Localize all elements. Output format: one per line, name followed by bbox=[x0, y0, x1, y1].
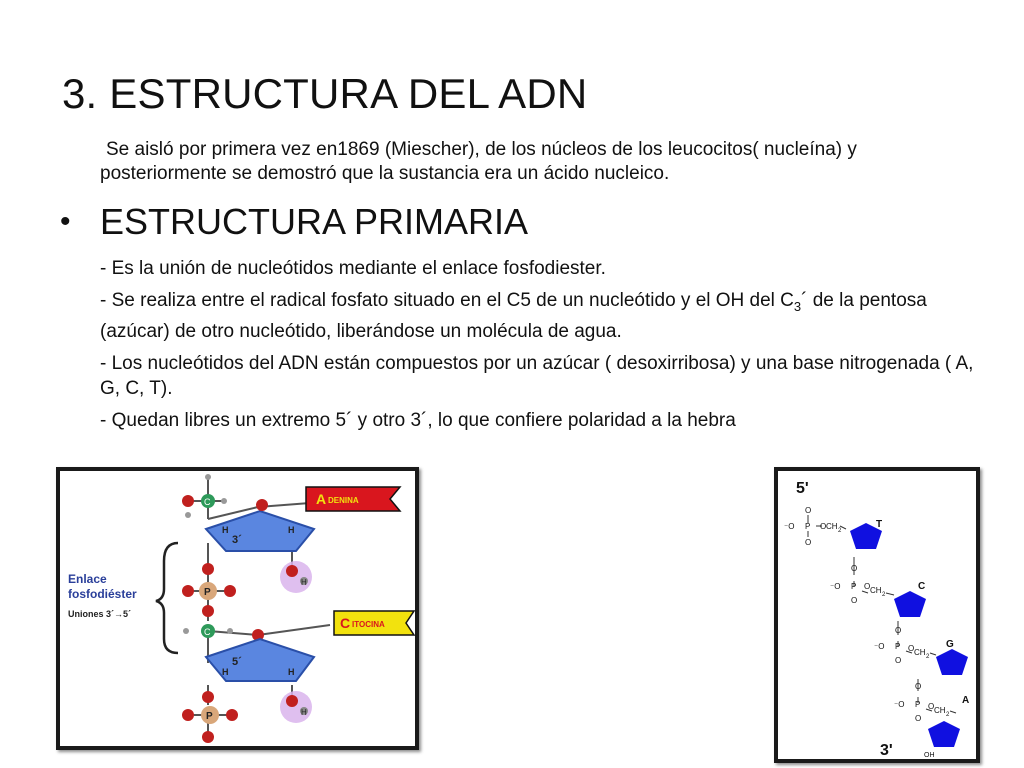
bullet-marker: • bbox=[60, 205, 71, 238]
phosphorus-label: P bbox=[206, 711, 213, 722]
points-list bbox=[100, 256, 980, 440]
oxygen-atom bbox=[286, 565, 298, 577]
pos-5-label: 5´ bbox=[232, 656, 242, 668]
sugar-pentagon bbox=[894, 591, 926, 617]
ch2-label: CH bbox=[914, 648, 926, 657]
oxygen-atom bbox=[202, 563, 214, 575]
phosphorus-label: P bbox=[895, 642, 901, 651]
oxygen-atom bbox=[226, 709, 238, 721]
dna-strand-figure bbox=[774, 467, 980, 763]
atom-h-label: H bbox=[301, 578, 307, 587]
base-name-citocina: ITOCINA bbox=[352, 620, 385, 629]
ch2-label: CH bbox=[934, 706, 946, 715]
base-label: A bbox=[962, 695, 970, 706]
oh-highlight bbox=[280, 691, 312, 723]
hydrogen-atom bbox=[185, 512, 191, 518]
sugar-pentagon bbox=[928, 721, 960, 747]
base-label: G bbox=[946, 639, 954, 650]
bond-label-line2: fosfodiéster bbox=[68, 587, 137, 601]
bond-label-line3: Uniones 3´→5´ bbox=[68, 609, 132, 619]
point-item: - Los nucleótidos del ADN están compuestos por un azúcar ( desoxirribosa) y una base nitrogenada ( A, G, C, T). bbox=[100, 352, 974, 399]
ch2-label: CH bbox=[870, 586, 882, 595]
base-initial-c: C bbox=[340, 615, 351, 631]
phosphorus-label: P bbox=[204, 587, 211, 598]
oxygen-atom bbox=[286, 695, 298, 707]
hydrogen-atom bbox=[205, 474, 211, 480]
end-5-label: 5' bbox=[796, 480, 809, 497]
ch2-sub: 2 bbox=[926, 654, 930, 660]
oxygen-label: O bbox=[908, 644, 915, 653]
oxygen-label: O bbox=[895, 626, 902, 635]
oxygen-label: O bbox=[895, 656, 902, 665]
ch2-label: CH bbox=[826, 522, 838, 531]
oxygen-label: O bbox=[915, 682, 922, 691]
point-item: - Es la unión de nucleótidos mediante el enlace fosfodiester. bbox=[100, 258, 606, 279]
oxygen-label: O bbox=[805, 538, 812, 547]
oxygen-atom bbox=[182, 495, 194, 507]
point-subscript: 3 bbox=[793, 298, 802, 314]
dna-strand-diagram bbox=[778, 471, 976, 759]
minus-oxygen-label: ⁻O bbox=[830, 582, 841, 591]
phosphorus-label: P bbox=[805, 522, 811, 531]
point-item: - Quedan libres un extremo 5´ y otro 3´, lo que confiere polaridad a la hebra bbox=[100, 409, 736, 431]
phosphodiester-diagram bbox=[60, 471, 415, 746]
oxygen-atom bbox=[202, 731, 214, 743]
oh-highlight bbox=[280, 561, 312, 593]
bond-label-line1: Enlace bbox=[68, 572, 107, 586]
atom-h-label: H bbox=[288, 525, 295, 535]
atom-h-label: H bbox=[301, 708, 307, 717]
sugar-pentagon bbox=[936, 649, 968, 675]
oxygen-atom bbox=[202, 605, 214, 617]
oxygen-atom bbox=[256, 499, 268, 511]
phosphodiester-figure bbox=[56, 467, 419, 750]
hydrogen-atom bbox=[221, 498, 227, 504]
carbon-label: C bbox=[204, 627, 211, 637]
intro-paragraph: Se aisló por primera vez en1869 (Miescher), de los núcleos de los leucocitos( nucleína) y posteriormente se demostró que la sustancia era un ácido nucleico. bbox=[100, 139, 857, 184]
oxygen-atom bbox=[182, 585, 194, 597]
oxygen-label: O bbox=[928, 702, 935, 711]
oxygen-label: O bbox=[820, 522, 827, 531]
base-initial-a: A bbox=[316, 491, 327, 507]
minus-oxygen-label: ⁻O bbox=[784, 522, 795, 531]
base-label: C bbox=[918, 581, 926, 592]
minus-oxygen-label: ⁻O bbox=[874, 642, 885, 651]
point-text: - Se realiza entre el radical fosfato situado en el C5 de un nucleótido y el OH del C bbox=[100, 290, 794, 311]
phosphorus-label: P bbox=[915, 700, 921, 709]
ch2-sub: 2 bbox=[882, 592, 886, 598]
end-3-label: 3' bbox=[880, 742, 893, 759]
backbone-lines bbox=[808, 515, 956, 713]
atom-h-label: H bbox=[222, 525, 229, 535]
oxygen-label: O bbox=[864, 582, 871, 591]
oxygen-label: O bbox=[851, 564, 858, 573]
pos-3-label: 3´ bbox=[232, 534, 242, 546]
hydrogen-atom bbox=[227, 628, 233, 634]
point-item bbox=[100, 288, 980, 344]
ch2-sub: 2 bbox=[946, 712, 950, 718]
hydrogen-atom bbox=[183, 628, 189, 634]
oxygen-label: O bbox=[851, 596, 858, 605]
oxygen-atom bbox=[224, 585, 236, 597]
base-label: T bbox=[876, 519, 883, 530]
bond-brace bbox=[156, 543, 178, 653]
point-text-tail: ´ de la pentosa (azúcar) de otro nucleótido, liberándose un molécula de agua. bbox=[100, 290, 927, 342]
minus-oxygen-label: ⁻O bbox=[894, 700, 905, 709]
oxygen-label: O bbox=[805, 506, 812, 515]
atom-h-label: H bbox=[288, 667, 295, 677]
section-heading: ESTRUCTURA PRIMARIA bbox=[100, 201, 529, 242]
oxygen-atom bbox=[182, 709, 194, 721]
atom-h-label: H bbox=[222, 667, 229, 677]
oxygen-atom bbox=[202, 691, 214, 703]
carbon-label: C bbox=[204, 497, 211, 507]
slide-title: 3. ESTRUCTURA DEL ADN bbox=[62, 70, 588, 117]
ch2-sub: 2 bbox=[838, 528, 842, 534]
base-name-adenina: DENINA bbox=[328, 496, 359, 505]
oxygen-label: O bbox=[915, 714, 922, 723]
oh-label: OH bbox=[924, 752, 935, 759]
phosphorus-label: P bbox=[851, 582, 857, 591]
